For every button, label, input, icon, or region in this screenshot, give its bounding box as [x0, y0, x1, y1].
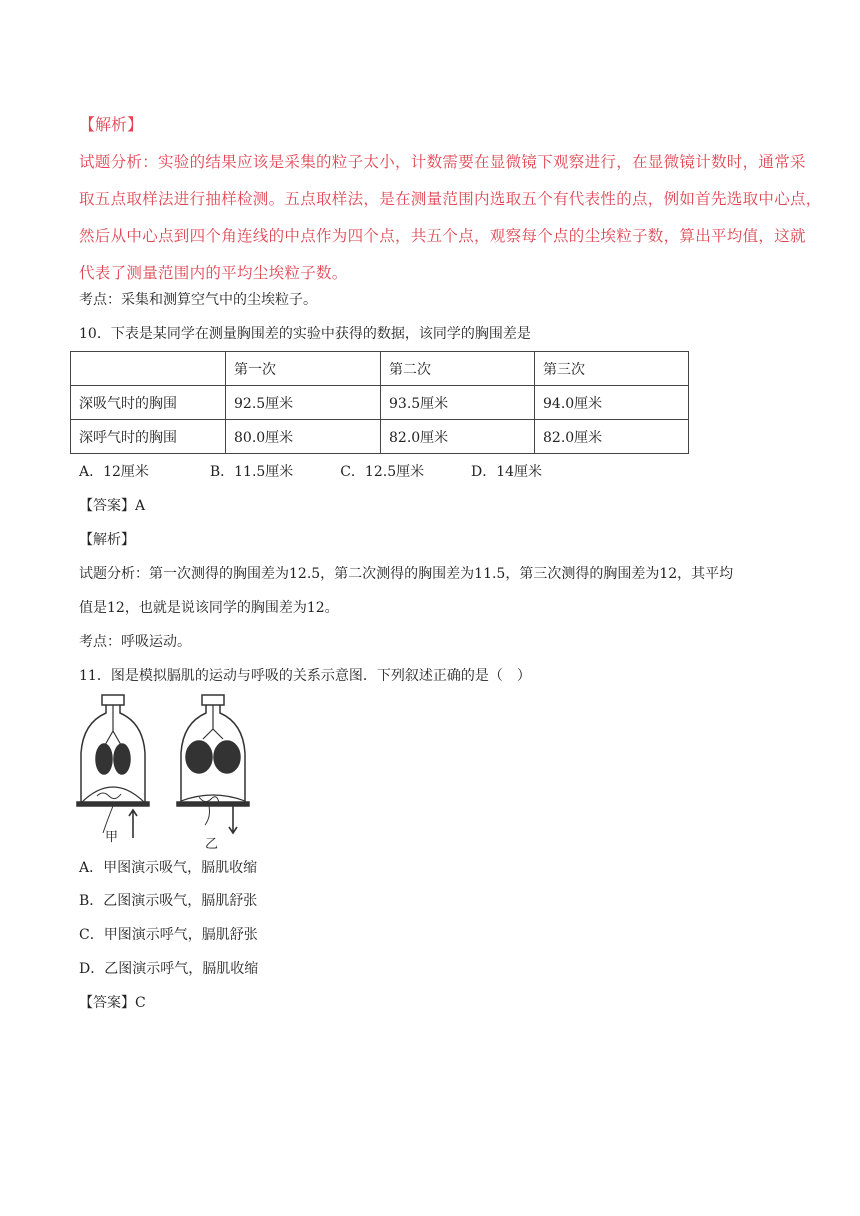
q10-analysis-line: 值是12，也就是说该同学的胸围差为12。 — [79, 600, 339, 616]
analysis-line: 试题分析：实验的结果应该是采集的粒子太小，计数需要在显微镜下观察进行，在显微镜计数时，通常采 — [79, 153, 806, 171]
diaphragm-model-figure — [75, 693, 275, 853]
q11-stem: 11．图是模拟膈肌的运动与呼吸的关系示意图．下列叙述正确的是（ ） — [79, 668, 531, 684]
q10-stem: 10．下表是某同学在测量胸围差的实验中获得的数据，该同学的胸围差是 — [79, 326, 531, 342]
q10-data-table — [70, 351, 689, 454]
table-header-cell: 第二次 — [381, 352, 535, 386]
table-cell: 94.0厘米 — [535, 386, 689, 420]
q10-analysis-header: 【解析】 — [79, 532, 135, 548]
table-cell: 93.5厘米 — [381, 386, 535, 420]
q10-options — [79, 462, 542, 482]
table-cell: 深吸气时的胸围 — [71, 386, 226, 420]
figure-label-yi: 乙 — [205, 837, 219, 852]
table-header-row — [71, 352, 689, 386]
jar-yi — [177, 695, 249, 833]
table-header-cell: 第一次 — [226, 352, 381, 386]
table-cell: 82.0厘米 — [381, 420, 535, 454]
kaodian-1: 考点：采集和测算空气中的尘埃粒子。 — [79, 292, 317, 308]
table-cell — [71, 352, 226, 386]
table-cell: 92.5厘米 — [226, 386, 381, 420]
analysis-header-red: 【解析】 — [79, 115, 144, 134]
table-cell: 深呼气时的胸围 — [71, 420, 226, 454]
table-row — [71, 386, 689, 420]
analysis-line: 代表了测量范围内的平均尘埃粒子数。 — [79, 264, 348, 282]
q10-analysis-line: 试题分析：第一次测得的胸围差为12.5，第二次测得的胸围差为11.5，第三次测得的胸围差为12，其平均 — [79, 566, 734, 582]
q10-kaodian: 考点：呼吸运动。 — [79, 634, 191, 650]
table-header-cell: 第三次 — [535, 352, 689, 386]
table-row — [71, 420, 689, 454]
option-a: A．12厘米 — [79, 464, 149, 480]
q11-answer: 【答案】C — [79, 995, 146, 1011]
table-cell: 80.0厘米 — [226, 420, 381, 454]
q11-option-b: B．乙图演示吸气，膈肌舒张 — [79, 893, 258, 909]
q11-option-c: C．甲图演示呼气，膈肌舒张 — [79, 927, 258, 943]
q11-option-d: D．乙图演示呼气，膈肌收缩 — [79, 961, 259, 977]
q10-answer: 【答案】A — [79, 498, 146, 514]
option-d: D．14厘米 — [471, 464, 543, 480]
table-cell: 82.0厘米 — [535, 420, 689, 454]
option-c: C．12.5厘米 — [340, 464, 425, 480]
figure-label-jia: 甲 — [105, 830, 119, 845]
analysis-line: 然后从中心点到四个角连线的中点作为四个点，共五个点，观察每个点的尘埃粒子数，算出平均值，这就 — [79, 227, 806, 245]
q11-option-a: A．甲图演示吸气，膈肌收缩 — [79, 860, 258, 876]
jar-jia — [77, 695, 149, 838]
option-b: B．11.5厘米 — [209, 464, 294, 480]
analysis-line: 取五点取样法进行抽样检测。五点取样法，是在测量范围内选取五个有代表性的点，例如首先选取中心点， — [79, 190, 822, 208]
analysis-text-red — [79, 144, 822, 292]
